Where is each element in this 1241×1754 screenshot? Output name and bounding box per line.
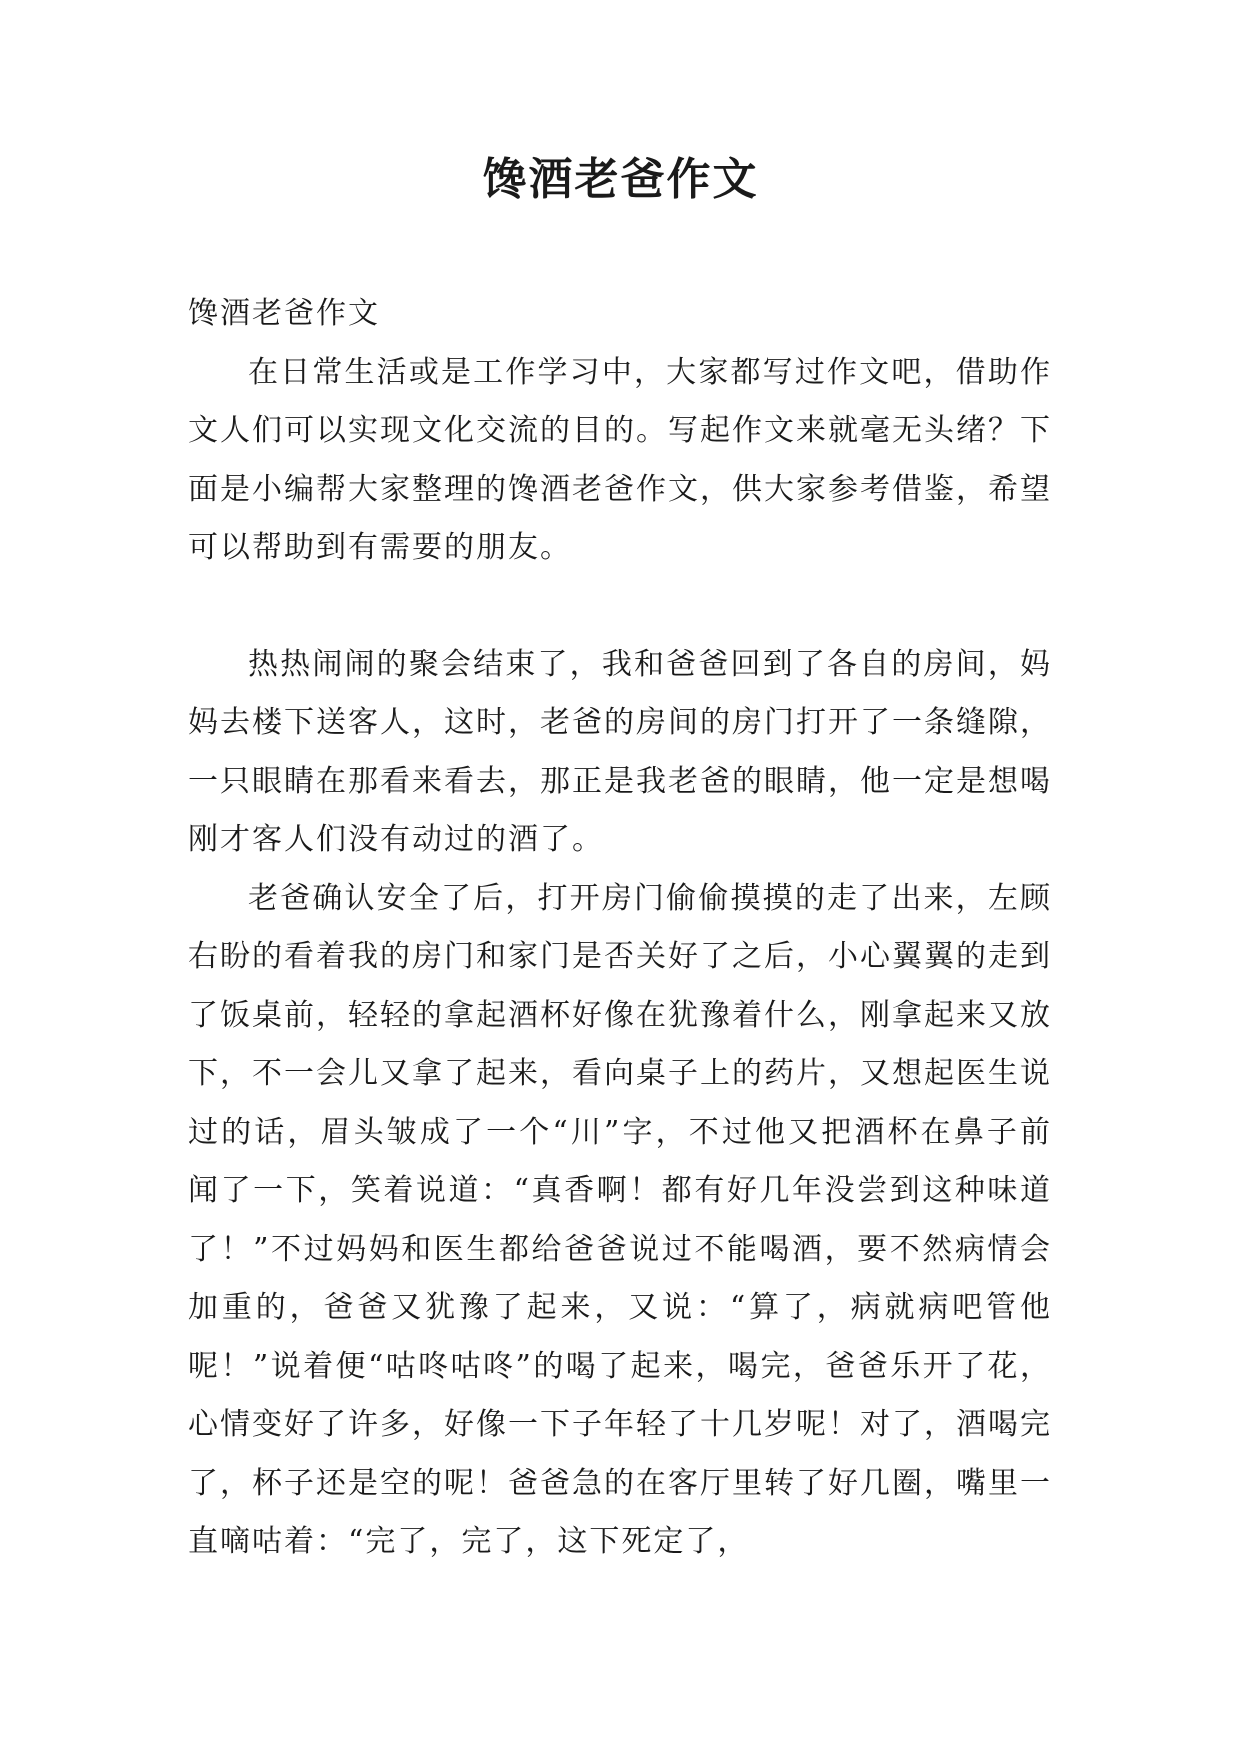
- document-title: 馋酒老爸作文: [482, 154, 759, 205]
- intro-paragraph: 在日常生活或是工作学习中，大家都写过作文吧，借助作文人们可以实现文化交流的目的。写起作文来就毫无头绪？下面是小编帮大家整理的馋酒老爸作文，供大家参考借鉴，希望可以帮助到有需要的朋友。: [188, 354, 1052, 565]
- document-body: [188, 285, 1052, 1572]
- story-paragraph: 热热闹闹的聚会结束了，我和爸爸回到了各自的房间，妈妈去楼下送客人，这时，老爸的房间的房门打开了一条缝隙，一只眼睛在那看来看去，那正是我老爸的眼睛，他一定是想喝刚才客人们没有动过的酒了。: [188, 646, 1052, 857]
- story-paragraph: 老爸确认安全了后，打开房门偷偷摸摸的走了出来，左顾右盼的看着我的房门和家门是否关好了之后，小心翼翼的走到了饭桌前，轻轻的拿起酒杯好像在犹豫着什么，刚拿起来又放下，不一会儿又拿了起来，看向桌子上的药片，又想起医生说过的话，眉头皱成了一个“川”字，不过他又把酒杯在鼻子前闻了一下，笑着说道：“真香啊！都有好几年没尝到这种味道了！”不过妈妈和医生都给爸爸说过不能喝酒，要不然病情会加重的，爸爸又犹豫了起来，又说：“算了，病就病吧管他呢！”说着便“咕咚咕咚”的喝了起来，喝完，爸爸乐开了花，心情变好了许多，好像一下子年轻了十几岁呢！对了，酒喝完了，杯子还是空的呢！爸爸急的在客厅里转了好几圈，嘴里一直嘀咕着：“完了，完了，这下死定了，: [188, 880, 1052, 1559]
- body-heading: 馋酒老爸作文: [188, 296, 380, 331]
